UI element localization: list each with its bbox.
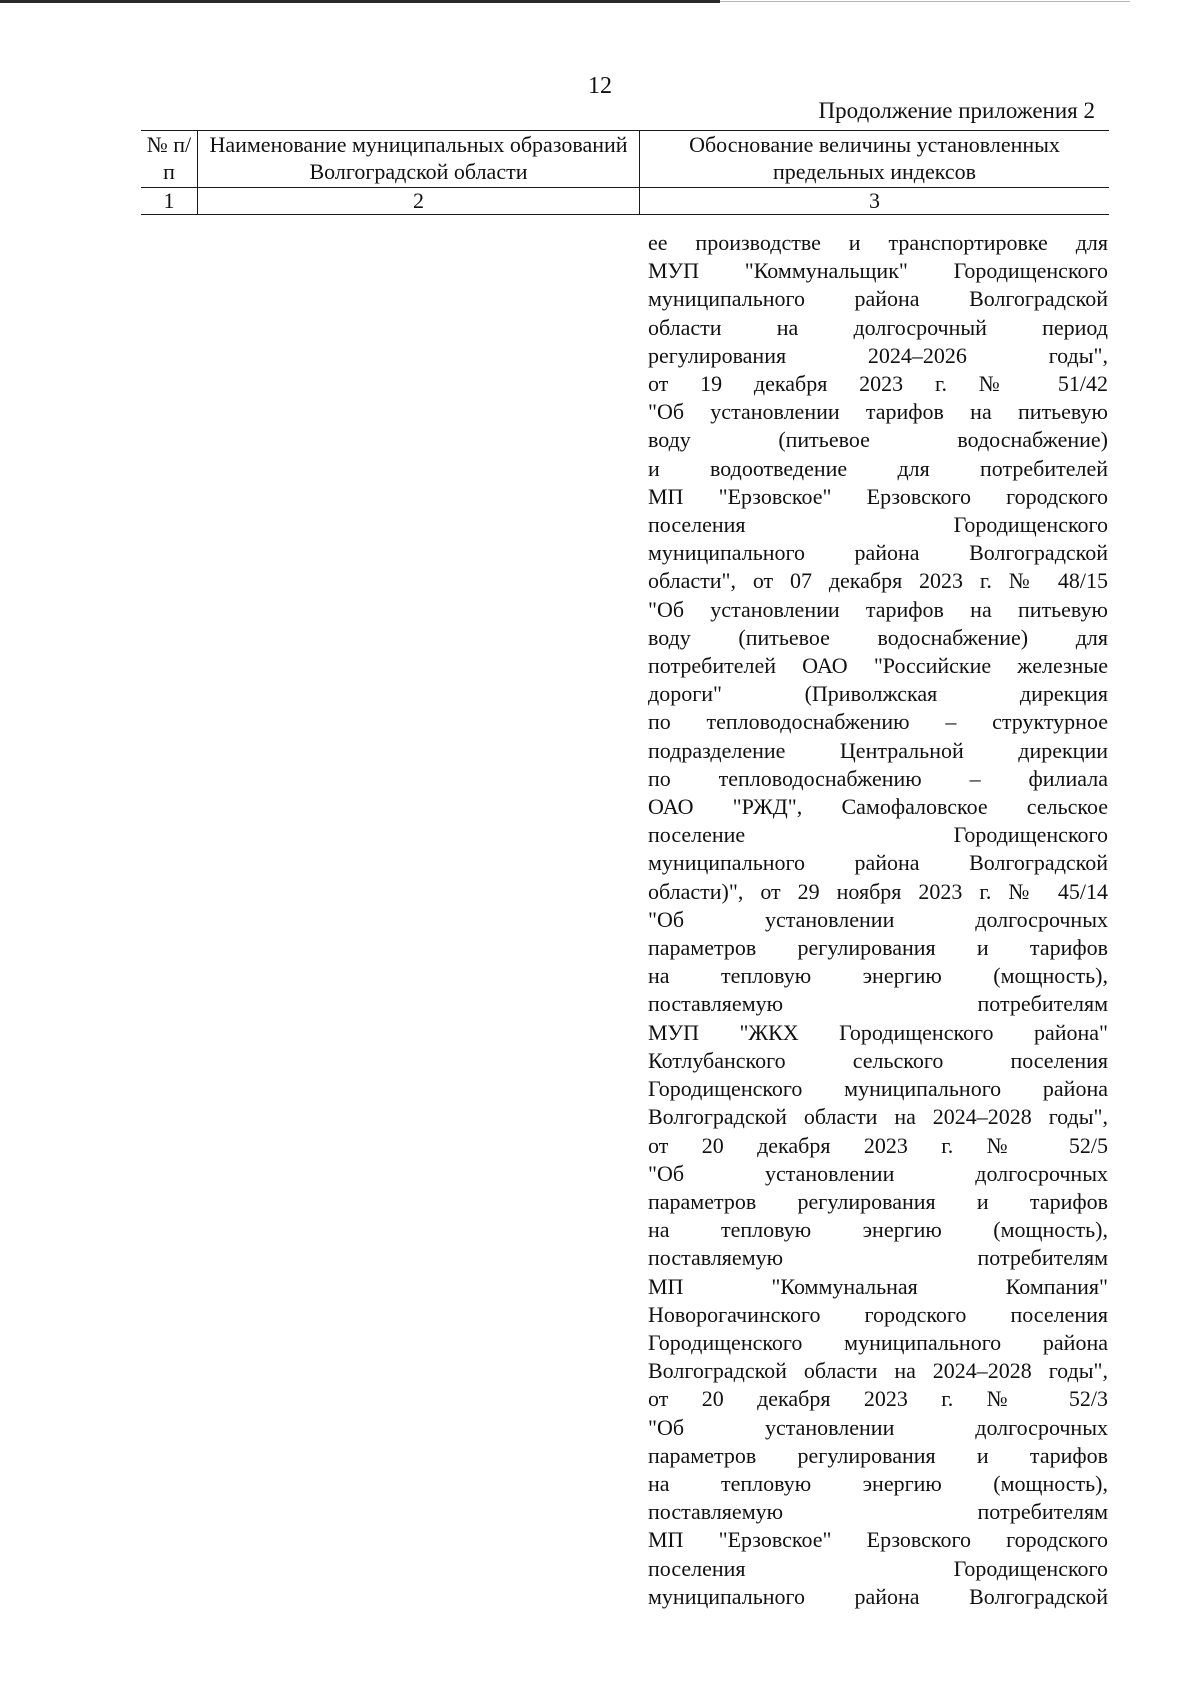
text-line: МП "Ерзовское" Ерзовского городского bbox=[648, 483, 1108, 509]
text-line: "Об установлении долгосрочных bbox=[648, 906, 1108, 932]
text-line: Волгоградской области на 2024–2028 годы", bbox=[648, 1358, 1108, 1384]
text-line: Городищенского муниципального района bbox=[648, 1076, 1108, 1102]
header-row bbox=[141, 131, 1109, 188]
text-line: и водоотведение для потребителей bbox=[648, 455, 1108, 481]
text-line: поставляемую потребителям bbox=[648, 991, 1108, 1017]
scan-edge-dark bbox=[0, 0, 720, 3]
column-number-3: 3 bbox=[640, 188, 1110, 215]
text-line: поселения Городищенского bbox=[648, 1555, 1108, 1581]
text-line: ОАО "РЖД", Самофаловское сельское bbox=[648, 794, 1108, 820]
text-line: области", от 07 декабря 2023 г. № 48/15 bbox=[648, 568, 1108, 594]
text-line: "Об установлении тарифов на питьевую bbox=[648, 596, 1108, 622]
text-line: воду (питьевое водоснабжение) для bbox=[648, 624, 1108, 650]
text-line: муниципального района Волгоградской bbox=[648, 1583, 1108, 1609]
text-line: МП "Коммунальная Компания" bbox=[648, 1273, 1108, 1299]
scan-edge-line bbox=[0, 0, 1200, 4]
scan-edge-light bbox=[720, 1, 1130, 2]
header-cell-justification: Обоснование величины установленных предельных индексов bbox=[640, 131, 1110, 188]
text-line: поселение Городищенского bbox=[648, 822, 1108, 848]
text-line: на тепловую энергию (мощность), bbox=[648, 1470, 1108, 1496]
text-line: МУП "ЖКХ Городищенского района" bbox=[648, 1019, 1108, 1045]
text-line: "Об установлении тарифов на питьевую bbox=[648, 399, 1108, 425]
continuation-label: Продолжение приложения 2 bbox=[818, 98, 1095, 123]
text-line: от 19 декабря 2023 г. № 51/42 bbox=[648, 371, 1108, 397]
text-line: на тепловую энергию (мощность), bbox=[648, 963, 1108, 989]
text-line: МУП "Коммунальщик" Городищенского bbox=[648, 258, 1108, 284]
text-line: от 20 декабря 2023 г. № 52/3 bbox=[648, 1386, 1108, 1412]
text-line: подразделение Центральной дирекции bbox=[648, 737, 1108, 763]
column-number-row bbox=[141, 188, 1109, 215]
text-line: по тепловодоснабжению – структурное bbox=[648, 709, 1108, 735]
text-line: Волгоградской области на 2024–2028 годы", bbox=[648, 1104, 1108, 1130]
text-line: ее производстве и транспортировке для bbox=[648, 230, 1108, 255]
header-cell-number: № п/п bbox=[141, 131, 198, 188]
page-number: 12 bbox=[588, 73, 612, 99]
text-line: МП "Ерзовское" Ерзовского городского bbox=[648, 1527, 1108, 1553]
text-line: муниципального района Волгоградской bbox=[648, 850, 1108, 876]
text-line: поставляемую потребителям bbox=[648, 1499, 1108, 1525]
text-line: дороги" (Приволжская дирекция bbox=[648, 681, 1108, 707]
text-line: регулирования 2024–2026 годы", bbox=[648, 342, 1108, 368]
text-line: поселения Городищенского bbox=[648, 512, 1108, 538]
header-cell-municipality: Наименование муниципальных образований Волгоградской области bbox=[198, 131, 640, 188]
text-line: параметров регулирования и тарифов bbox=[648, 1442, 1108, 1468]
text-line: Новорогачинского городского поселения bbox=[648, 1301, 1108, 1327]
text-line: параметров регулирования и тарифов bbox=[648, 935, 1108, 961]
text-line: муниципального района Волгоградской bbox=[648, 540, 1108, 566]
text-line: воду (питьевое водоснабжение) bbox=[648, 427, 1108, 453]
column-number-2: 2 bbox=[198, 188, 640, 215]
text-line: области на долгосрочный период bbox=[648, 314, 1108, 340]
text-line: "Об установлении долгосрочных bbox=[648, 1414, 1108, 1440]
column-number-1: 1 bbox=[141, 188, 198, 215]
text-line: от 20 декабря 2023 г. № 52/5 bbox=[648, 1132, 1108, 1158]
text-line: параметров регулирования и тарифов bbox=[648, 1188, 1108, 1214]
text-line: на тепловую энергию (мощность), bbox=[648, 1217, 1108, 1243]
text-line: области)", от 29 ноября 2023 г. № 45/14 bbox=[648, 878, 1108, 904]
text-line: поставляемую потребителям bbox=[648, 1245, 1108, 1271]
text-line: муниципального района Волгоградской bbox=[648, 286, 1108, 312]
justification-text bbox=[648, 229, 1108, 1611]
text-line: Городищенского муниципального района bbox=[648, 1329, 1108, 1355]
text-line: по тепловодоснабжению – филиала bbox=[648, 765, 1108, 791]
text-line: Котлубанского сельского поселения bbox=[648, 1047, 1108, 1073]
header-table bbox=[141, 130, 1109, 215]
text-line: "Об установлении долгосрочных bbox=[648, 1160, 1108, 1186]
text-line: потребителей ОАО "Российские железные bbox=[648, 653, 1108, 679]
